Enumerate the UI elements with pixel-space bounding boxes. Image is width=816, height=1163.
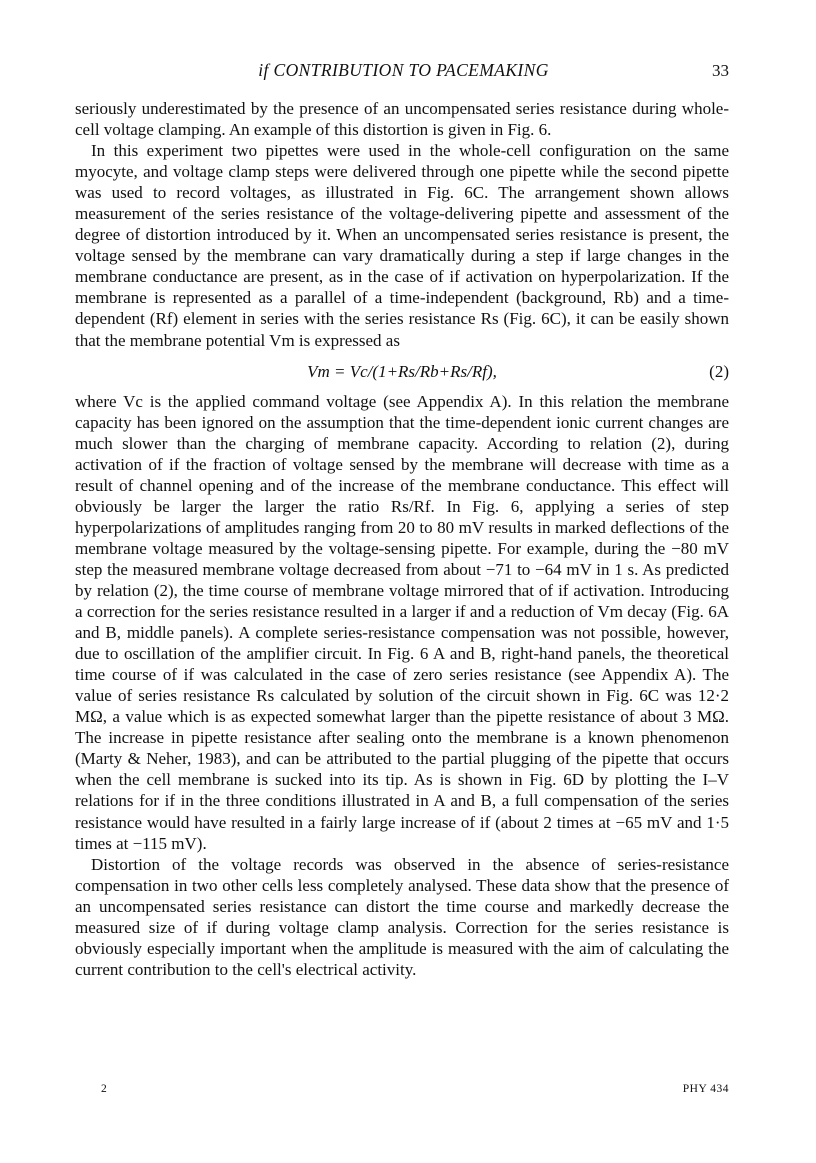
running-header — [75, 60, 729, 98]
page — [75, 60, 729, 980]
page-footer — [75, 1083, 729, 1095]
paragraph-distortion: Distortion of the voltage records was observed in the absence of series-resistance compensation in two other cells less completely analysed. These data show that the presence of an uncompensated series resistance can distort the time course and markedly decrease the measured size of if during voltage clamp analysis. Correction for the series resistance is obviously especially important when the amplitude is measured with the aim of calculating the current contribution to the cell's electrical activity. — [75, 854, 729, 979]
paragraph-relation-discussion: where Vc is the applied command voltage (see Appendix A). In this relation the membrane capacity has been ignored on the assumption that the time-dependent ionic current changes are much slower than the charging of membrane capacity. According to relation (2), during activation of if the fraction of voltage sensed by the membrane will decrease with time as a result of channel opening and of the increase of the membrane conductance. This effect will obviously be larger the larger the ratio Rs/Rf. In Fig. 6, applying a series of step hyperpolarizations of amplitudes ranging from 20 to 80 mV results in marked deflections of the membrane voltage measured by the voltage-sensing pipette. For example, during the −80 mV step the measured membrane voltage decreased from about −71 to −64 mV in 1 s. As predicted by relation (2), the time course of membrane voltage mirrored that of if activation. Introducing a correction for the series resistance resulted in a larger if and a reduction of Vm decay (Fig. 6A and B, middle panels). A complete series-resistance compensation was not possible, however, due to oscillation of the amplifier circuit. In Fig. 6 A and B, right-hand panels, the theoretical time course of if was calculated in the case of zero series resistance (see Appendix A). The value of series resistance Rs calculated by solution of the circuit shown in Fig. 6C was 12·2 MΩ, a value which is as expected somewhat larger than the pipette resistance of about 3 MΩ. The increase in pipette resistance after sealing onto the membrane is a known phenomenon (Marty & Neher, 1983), and can be attributed to the partial plugging of the pipette that occurs when the cell membrane is sucked into its tip. As is shown in Fig. 6D by plotting the I–V relations for if in the three conditions illustrated in A and B, a full compensation of the series resistance would have resulted in a fairly large increase of if (about 2 times at −65 mV and 1·5 times at −115 mV). — [75, 391, 729, 853]
page-number: 33 — [712, 61, 729, 80]
journal-code: PHY 434 — [682, 1083, 729, 1095]
equation-2 — [75, 357, 729, 387]
running-title: if CONTRIBUTION TO PACEMAKING — [258, 60, 549, 80]
paragraph-experiment: In this experiment two pipettes were used in the whole-cell configuration on the same myocyte, and voltage clamp steps were delivered through one pipette while the second pipette was used to record voltages, as illustrated in Fig. 6C. The arrangement shown allows measurement of the series resistance of the voltage-delivering pipette and assessment of the degree of distortion introduced by it. When an uncompensated series resistance is present, the voltage sensed by the membrane can vary dramatically during a step if large changes in the membrane conductance are present, as in the case of if activation on hyperpolarization. If the membrane is represented as a parallel of a time-independent (background, Rb) and a time-dependent (Rf) element in series with the series resistance Rs (Fig. 6C), it can be easily shown that the membrane potential Vm is expressed as — [75, 141, 729, 350]
paragraph-continued: seriously underestimated by the presence of an uncompensated series resistance during whole-cell voltage clamping. An example of this distortion is given in Fig. 6. — [75, 99, 729, 140]
signature-mark: 2 — [101, 1083, 108, 1095]
equation-number: (2) — [709, 361, 729, 381]
equation-expression: Vm = Vc/(1+Rs/Rb+Rs/Rf), — [307, 361, 497, 381]
